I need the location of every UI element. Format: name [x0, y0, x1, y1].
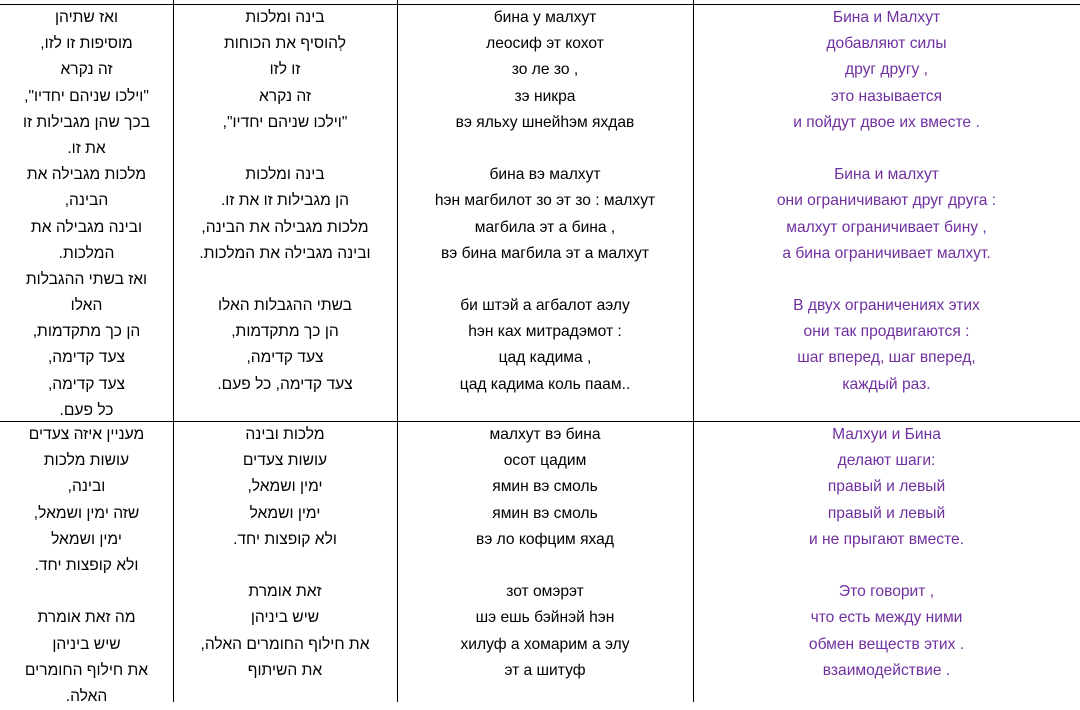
text-line: בשתי ההגבלות האלו [217, 297, 353, 315]
text-line: зэ никра [514, 87, 576, 105]
text-line: зот омэрэт [506, 583, 584, 601]
text-line: эт а шитуф [504, 661, 586, 679]
text-line: שיש ביניהן [52, 635, 121, 653]
text-line: כל פעם. [59, 401, 114, 419]
blank-line [397, 553, 693, 579]
text-line: һэн ках митрадэмот : [468, 323, 622, 341]
text-line: малхут вэ бина [489, 426, 601, 443]
blank-line [693, 267, 1080, 293]
text-line: זו לזו [269, 61, 301, 79]
text-line: מוסיפות זו לזו, [40, 35, 133, 53]
text-line: осот цадим [503, 452, 587, 470]
text-line: מלכות מגבילה את הבינה, [201, 218, 369, 236]
text-line: הבינה, [64, 192, 109, 210]
blank-line [173, 136, 397, 162]
text-line: цад кадима коль паам.. [459, 375, 631, 393]
text-line: זה נקרא [258, 87, 312, 105]
text-line: и не прыгают вместе. [808, 530, 965, 548]
row2-transliteration-cell [397, 422, 693, 684]
text-line: בכך שהן מגבילות זו [22, 113, 151, 131]
text-line: הן כך מתקדמות, [32, 323, 141, 341]
text-line: взаимодействие . [822, 661, 951, 679]
text-line: צעד קדימה, כל פעם. [217, 375, 353, 393]
text-line: ямин вэ смоль [492, 504, 598, 522]
blank-line [693, 553, 1080, 579]
text-line: צעד קדימה, [47, 375, 126, 393]
text-line: что есть между ними [810, 609, 963, 627]
text-line: בינה ומלכות [245, 9, 325, 26]
text-line: делают шаги: [837, 452, 936, 470]
row2-hebrew-a-cell [0, 422, 173, 710]
text-line: правый и левый [827, 478, 946, 496]
row1-hebrew-b-cell [173, 5, 397, 398]
text-line: магбила эт а бина , [474, 218, 616, 236]
blank-line [397, 267, 693, 293]
text-line: ימין ושמאל [51, 530, 122, 548]
text-line: את זו. [67, 139, 106, 157]
text-line: они так продвигаются : [803, 323, 970, 341]
text-line: "וילכו שניהם יחדיו", [222, 113, 348, 131]
blank-line [397, 136, 693, 162]
text-line: хилуф а хомарим а элу [460, 635, 630, 653]
text-line: они ограничивают друг друга : [776, 192, 997, 210]
text-line: זה נקרא [60, 61, 113, 79]
text-line: את חילוף החומרים [24, 661, 149, 679]
text-line: цад кадима , [498, 349, 592, 367]
text-line: ובינה, [67, 478, 106, 496]
row1-transliteration-cell [397, 5, 693, 398]
text-line: ובינה מגבילה את [30, 218, 143, 236]
text-line: һэн магбилот зо эт зо : малхут [434, 192, 656, 210]
text-line: ולא קופצות יחד. [233, 530, 337, 548]
text-line: Бина и Малхут [832, 9, 941, 26]
text-line: ימין ושמאל, [247, 478, 323, 496]
text-line: זאת אומרת [248, 583, 322, 601]
text-line: הן כך מתקדמות, [231, 323, 339, 341]
text-line: и пойдут двое их вместе . [793, 113, 980, 131]
text-line: את השיתוף [247, 661, 323, 679]
text-line: правый и левый [827, 504, 946, 522]
blank-line [173, 553, 397, 579]
text-line: מה זאת אומרת [37, 609, 136, 627]
text-line: צעד קדימה, [246, 349, 324, 367]
text-line: Малхуи и Бина [832, 426, 941, 443]
text-line: לְהוסיף את הכוחות [223, 35, 346, 53]
text-line: друг другу , [845, 61, 928, 79]
text-line: это называется [830, 87, 943, 105]
text-line: הן מגבילות זו את זו. [220, 192, 350, 210]
text-line: малхут ограничивает бину , [786, 218, 987, 236]
text-line: Это говорит , [838, 583, 935, 601]
text-line: ואז בשתי ההגבלות [25, 270, 148, 288]
text-line: המלכות. [58, 244, 115, 262]
text-line: Бина и малхут [834, 166, 939, 184]
text-line: бина у малхут [493, 9, 597, 26]
text-line: би штэй а агбалот аэлу [460, 297, 630, 315]
text-line: עושות מלכות [43, 452, 130, 470]
text-line: ובינה מגבילה את המלכות. [199, 244, 371, 262]
text-line: вэ бина магбила эт а малхут [441, 244, 649, 262]
text-line: шаг вперед, шаг вперед, [797, 349, 976, 367]
text-line: ימין ושמאל [249, 504, 321, 522]
text-line: шэ ешь бэйнэй һэн [475, 609, 615, 627]
text-line: מלכות מגבילה את [26, 166, 147, 184]
text-line: שזה ימין ושמאל, [33, 504, 140, 522]
text-line: צעד קדימה, [47, 349, 126, 367]
text-line: леосиф эт кохот [486, 35, 604, 53]
text-line: зо ле зо , [511, 61, 579, 79]
blank-line [0, 579, 173, 605]
text-line: ямин вэ смоль [492, 478, 598, 496]
text-line: את חילוף החומרים האלה, [200, 635, 370, 653]
blank-line [693, 136, 1080, 162]
row2-hebrew-b-cell [173, 422, 397, 684]
text-line: מעניין איזה צעדים [28, 426, 145, 443]
blank-line [173, 267, 397, 293]
text-line: вэ яльху шнейһэм яхдав [455, 113, 635, 131]
text-line: бина вэ малхут [489, 166, 601, 184]
row2-russian-cell [693, 422, 1080, 684]
text-line: ולא קופצות יחד. [34, 556, 139, 574]
row1-russian-cell [693, 5, 1080, 398]
text-line: обмен веществ этих . [808, 635, 965, 653]
row1-hebrew-a-cell [0, 5, 173, 424]
text-line: вэ ло кофцим яхад [476, 530, 614, 548]
text-line: а бина ограничивает малхут. [782, 244, 991, 262]
text-line: שיש ביניהן [250, 609, 320, 627]
text-line: האלה. [65, 687, 108, 705]
text-line: האלו [70, 297, 103, 315]
text-line: каждый раз. [842, 375, 931, 393]
text-line: добавляют силы [826, 35, 947, 53]
text-line: מלכות ובינה [245, 426, 325, 443]
text-line: ואז שתיהן [54, 9, 119, 26]
text-line: "וילכו שניהם יחדיו", [24, 87, 149, 105]
text-line: בינה ומלכות [245, 166, 325, 184]
clipped-hebrew-line [0, 0, 173, 3]
text-line: В двух ограничениях этих [793, 297, 980, 315]
text-line: עושות צעדים [242, 452, 328, 470]
